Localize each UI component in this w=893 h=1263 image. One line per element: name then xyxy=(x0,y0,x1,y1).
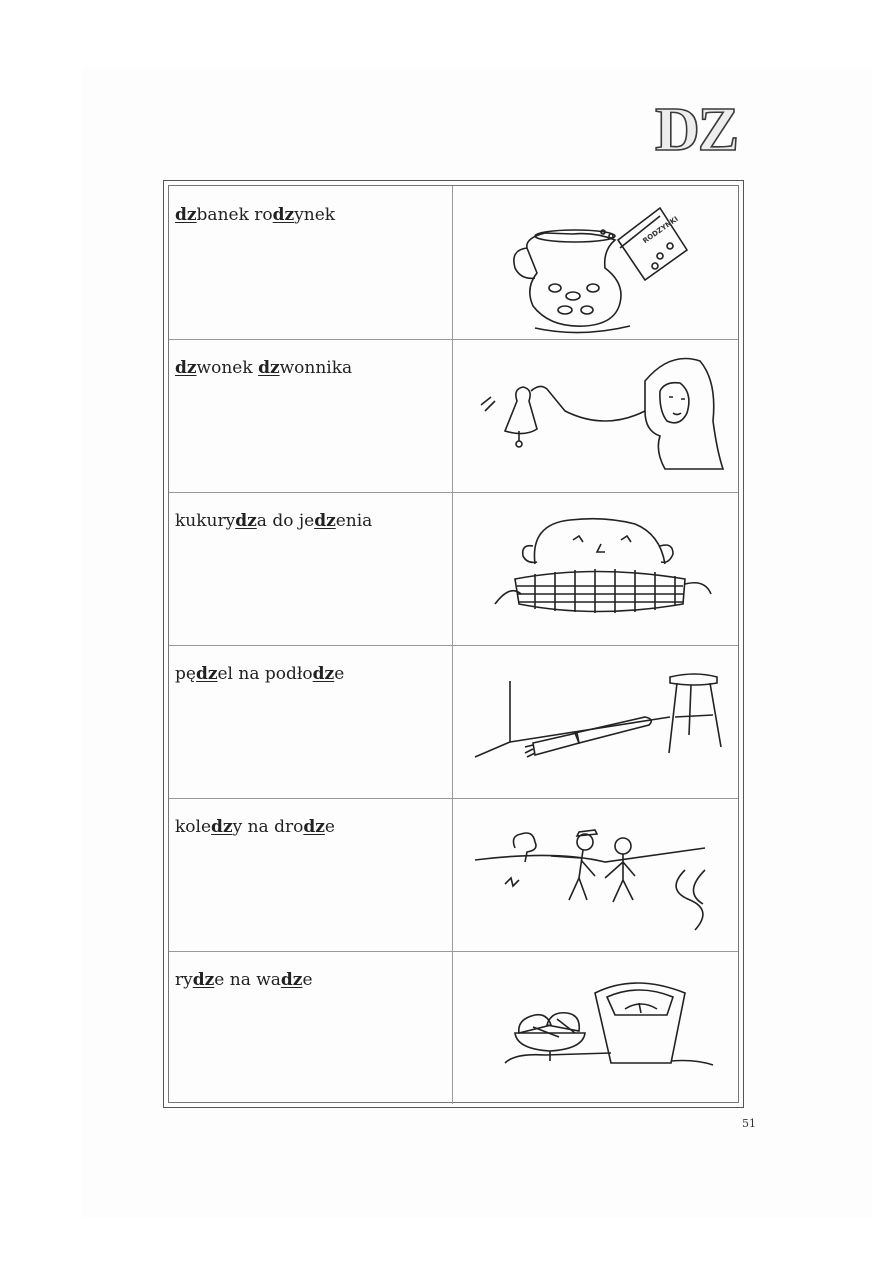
brush-on-floor-illustration xyxy=(455,647,740,795)
row-text xyxy=(175,664,344,684)
carolers-on-road-illustration xyxy=(455,800,740,948)
dz-highlight: dz xyxy=(303,817,325,837)
row-text xyxy=(175,511,372,531)
dz-highlight: dz xyxy=(272,205,295,225)
word-fragment: e xyxy=(324,817,335,837)
row-text xyxy=(175,817,335,837)
word-fragment: wonek xyxy=(196,358,259,378)
mushrooms-on-scale-illustration xyxy=(455,953,740,1101)
dz-highlight: dz xyxy=(280,970,303,990)
column-divider xyxy=(452,492,453,645)
word-fragment: ynek xyxy=(294,205,336,225)
column-divider xyxy=(452,951,453,1104)
table-row xyxy=(169,645,738,799)
column-divider xyxy=(452,339,453,492)
word-fragment: a do je xyxy=(256,511,315,531)
table-row xyxy=(169,339,738,493)
table-row xyxy=(169,492,738,646)
raisin-bag-label: RODZYNKI xyxy=(641,214,680,246)
word-fragment: kole xyxy=(175,817,212,837)
column-divider xyxy=(452,798,453,951)
page-number: 51 xyxy=(742,1117,756,1130)
dz-highlight: dz xyxy=(235,511,257,531)
dz-highlight: dz xyxy=(175,205,197,225)
dz-highlight: dz xyxy=(192,970,215,990)
column-divider xyxy=(452,645,453,798)
dz-highlight: dz xyxy=(175,358,197,378)
table-row xyxy=(169,951,738,1104)
table-row xyxy=(169,798,738,952)
exercise-table xyxy=(163,180,744,1108)
word-fragment: banek ro xyxy=(196,205,273,225)
word-fragment: pę xyxy=(175,664,196,684)
word-fragment: wonnika xyxy=(279,358,353,378)
word-fragment: kukury xyxy=(175,511,236,531)
word-fragment: e xyxy=(302,970,313,990)
dz-highlight: dz xyxy=(314,511,336,531)
word-fragment: e xyxy=(334,664,345,684)
dz-highlight: dz xyxy=(312,664,335,684)
column-divider xyxy=(452,186,453,339)
dz-highlight: dz xyxy=(211,817,233,837)
word-fragment: ry xyxy=(175,970,193,990)
exercise-table-inner xyxy=(168,185,739,1103)
word-fragment: y na dro xyxy=(232,817,304,837)
word-fragment: el na podło xyxy=(217,664,313,684)
row-text xyxy=(175,205,335,225)
word-fragment: e na wa xyxy=(214,970,281,990)
dz-highlight: dz xyxy=(195,664,218,684)
dz-highlight: dz xyxy=(258,358,280,378)
boy-eating-corn-illustration xyxy=(455,494,740,642)
jug-raisins-illustration xyxy=(455,188,740,336)
row-text xyxy=(175,358,352,378)
bell-ringer-illustration xyxy=(455,341,740,489)
row-text xyxy=(175,970,313,990)
section-heading: DZ xyxy=(655,96,738,164)
table-row xyxy=(169,186,738,340)
word-fragment: enia xyxy=(335,511,373,531)
